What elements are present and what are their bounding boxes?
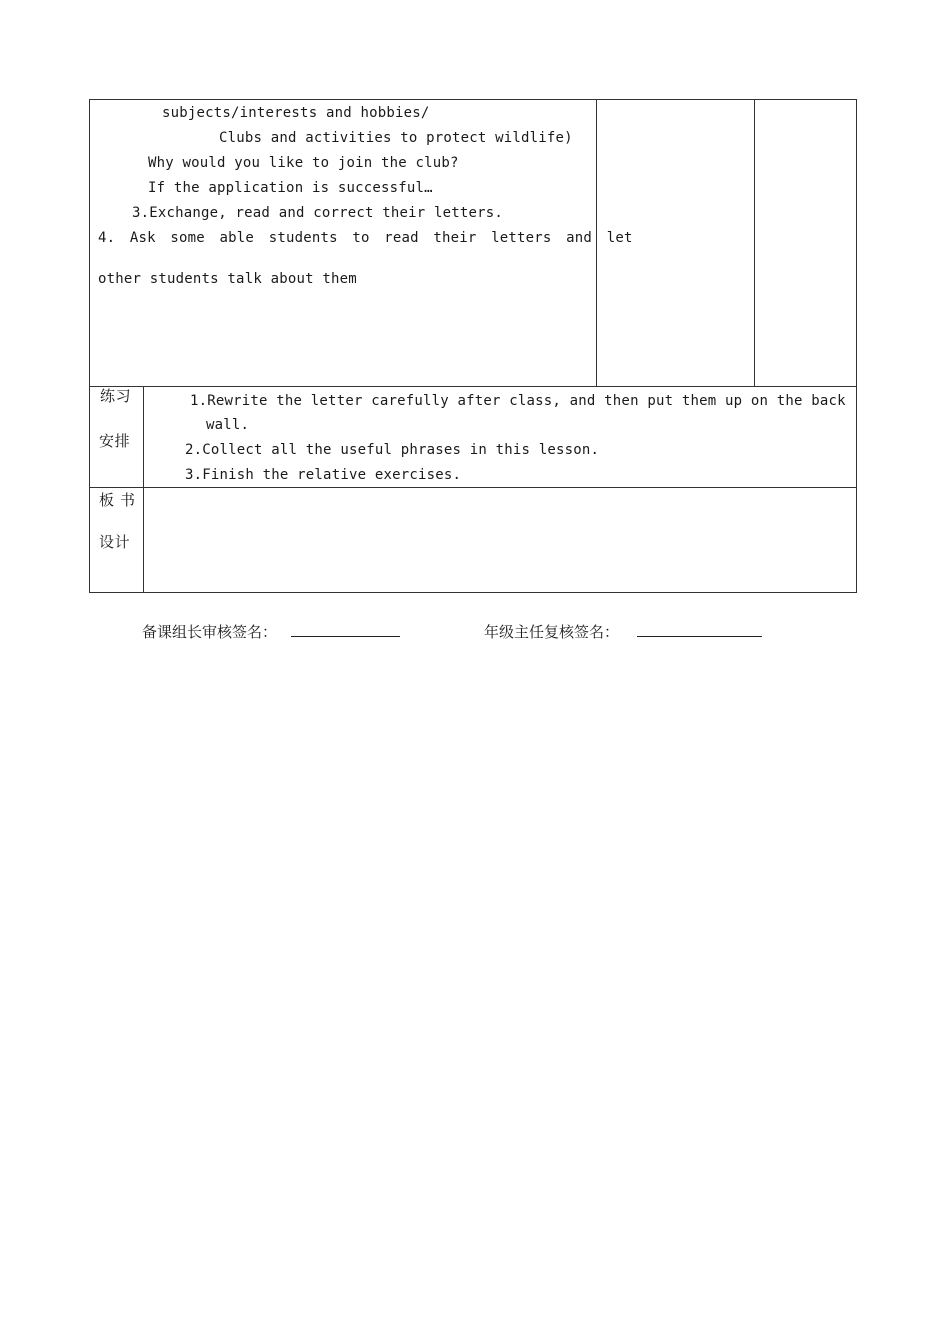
table-row-divider	[89, 386, 857, 387]
board-design-label: 设计	[99, 533, 131, 551]
group-leader-signature-label: 备课组长审核签名：	[142, 623, 278, 641]
board-design-label: 板 书	[99, 491, 136, 509]
table-column-divider	[754, 99, 755, 387]
table-border-left	[89, 99, 90, 593]
procedure-line: subjects/interests and hobbies/	[162, 105, 430, 121]
homework-label: 练习	[100, 387, 132, 405]
homework-item: wall.	[206, 417, 250, 433]
procedure-line: Why would you like to join the club?	[148, 155, 459, 171]
procedure-line: If the application is successful…	[148, 180, 433, 196]
homework-label: 安排	[99, 432, 131, 450]
homework-item: 1.Rewrite the letter carefully after class, and then put them up on the back	[190, 393, 846, 409]
homework-item: 2.Collect all the useful phrases in this lesson.	[185, 442, 600, 458]
group-leader-signature-blank	[291, 636, 400, 637]
homework-item: 3.Finish the relative exercises.	[185, 467, 462, 483]
table-border-right	[856, 99, 857, 593]
procedure-line: 3.Exchange, read and correct their letters.	[132, 205, 504, 221]
procedure-line: Clubs and activities to protect wildlife)	[219, 130, 573, 146]
table-label-divider	[143, 386, 144, 593]
table-border-top	[89, 99, 857, 100]
grade-director-signature-blank	[637, 636, 762, 637]
table-border-bottom	[89, 592, 857, 593]
lesson-plan-table	[89, 99, 857, 593]
procedure-line: other students talk about them	[98, 271, 357, 287]
grade-director-signature-label: 年级主任复核签名：	[484, 623, 620, 641]
table-row-divider	[89, 487, 857, 488]
procedure-line: 4. Ask some able students to read their letters and let	[98, 230, 633, 246]
